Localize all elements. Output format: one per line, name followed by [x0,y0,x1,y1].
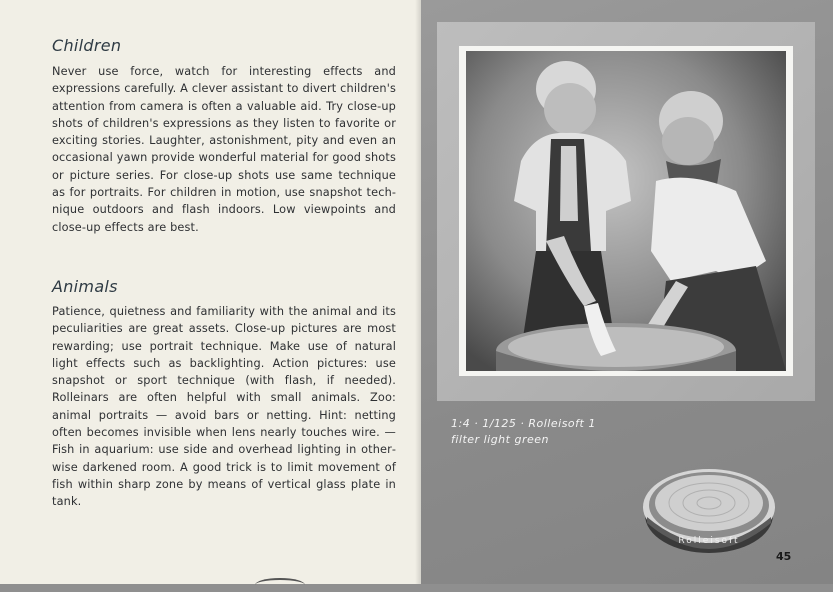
photo-caption-filter: filter light green [451,433,549,446]
photo-caption-exposure: 1:4 · 1/125 · Rolleisoft 1 [451,417,596,430]
section-heading-animals: Animals [52,277,118,296]
filter-ring-label: Rolleisoft [678,536,740,546]
page-edge-mark [255,578,305,592]
left-page [0,0,421,584]
photo-children-washing [466,51,786,371]
filter-ring-icon [639,457,779,557]
right-page [421,0,833,584]
page-number: 45 [776,550,792,563]
photo-border [459,46,793,376]
section-text-children: Never use force, watch for interesting effects and expressions carefully. A clever assistant to divert children's attention from camera is often a valuable aid. Try close-up shots of children's expressions as they listen to favorite or exciting stories. Laughter, astonishment, pity and even an occasional yawn provide wonderful material for good shots or picture series. For close-up shots use same technique as for portraits. For children in motion, use snapshot technique outdoors and flash indoors. Low viewpoints and close-up effects are best. [52,65,396,234]
rolleisoft-filter-image [639,457,779,561]
section-heading-children: Children [52,36,122,55]
photo-illustration [466,51,786,371]
photo-mount [437,22,815,401]
section-text-animals: Patience, quietness and familiarity with the animal and its peculiarities are great assets. Close-up pictures are most rewarding; use portrait technique. Make use of natural light effects such as backlighting. Action pictures: use snapshot or sport technique (with flash, if needed). Rolleinars are often helpful with small animals. Zoo: animal portraits — avoid bars or netting. Hint: netting often becomes invisible when lens nearly touches wire. — Fish in aquarium: use side and overhead lighting in otherwise darkened room. A good trick is to limit movement of fish within sharp zone by means of vertical glass plate in tank. [52,305,396,509]
